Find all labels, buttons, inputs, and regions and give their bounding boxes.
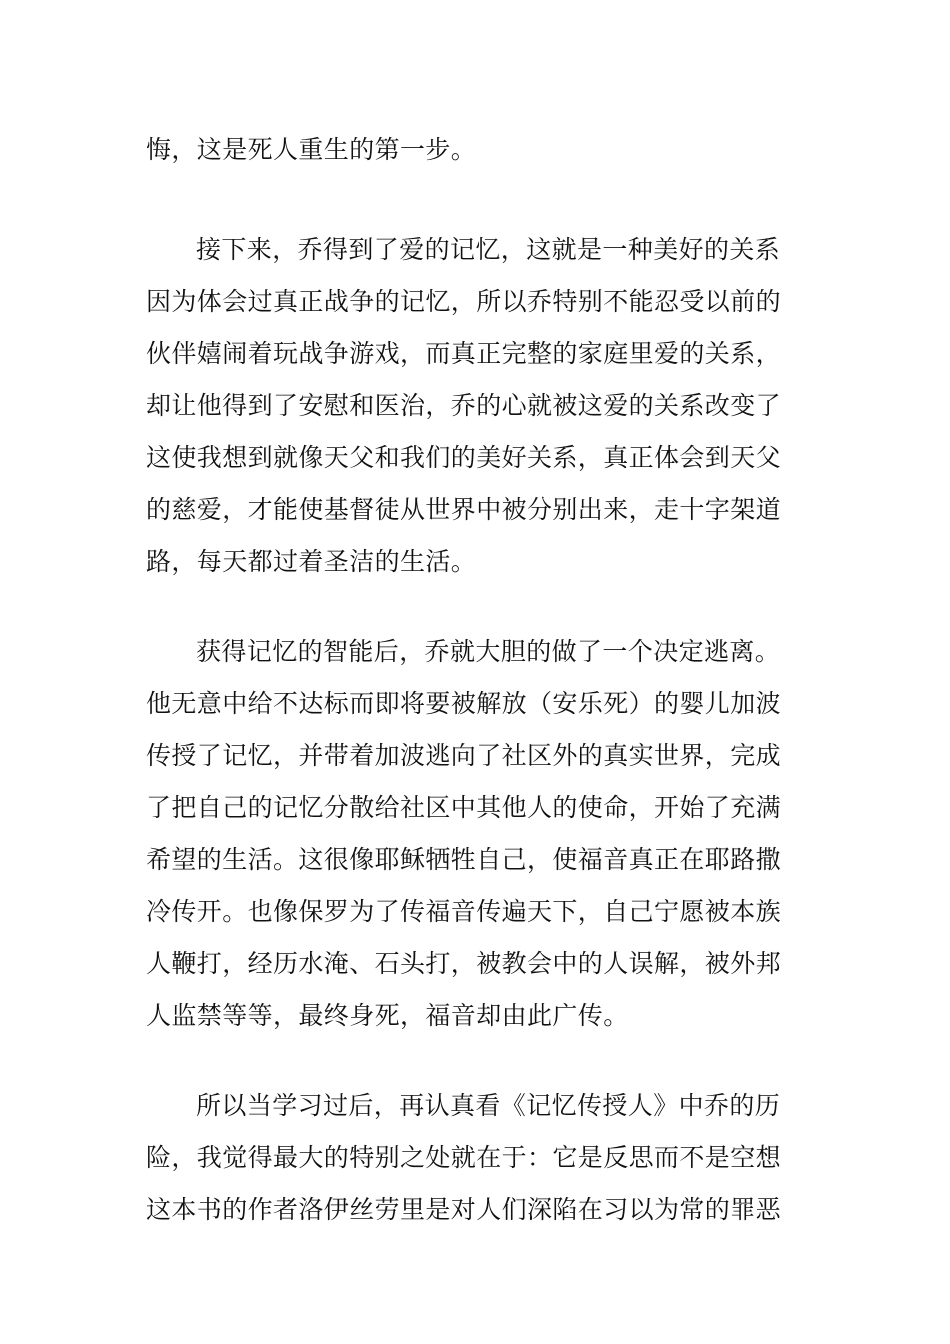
- text-line: 悔，这是死人重生的第一步。: [146, 135, 477, 164]
- text-line: 伙伴嬉闹着玩战争游戏，而真正完整的家庭里爱的关系，: [146, 339, 782, 368]
- text-line: 险，我觉得最大的特别之处就在于：它是反思而不是空想: [146, 1143, 782, 1172]
- text-line: 了把自己的记忆分散给社区中其他人的使命，开始了充满: [146, 793, 782, 822]
- text-line: 人监禁等等，最终身死，福音却由此广传。: [146, 1001, 629, 1030]
- text-line: 获得记忆的智能后，乔就大胆的做了一个决定逃离。: [196, 637, 781, 666]
- text-line: 这使我想到就像天父和我们的美好关系，真正体会到天父: [146, 443, 782, 472]
- text-line: 人鞭打，经历水淹、石头打，被教会中的人误解，被外邦: [146, 949, 782, 978]
- text-line: 因为体会过真正战争的记忆，所以乔特别不能忍受以前的: [146, 287, 782, 316]
- text-line: 接下来，乔得到了爱的记忆，这就是一种美好的关系: [196, 235, 781, 264]
- text-line: 却让他得到了安慰和医治，乔的心就被这爱的关系改变了: [146, 391, 782, 420]
- text-line: 的慈爱，才能使基督徒从世界中被分别出来，走十字架道: [146, 495, 782, 524]
- text-line: 路，每天都过着圣洁的生活。: [146, 547, 477, 576]
- text-line: 这本书的作者洛伊丝劳里是对人们深陷在习以为常的罪恶: [146, 1195, 782, 1224]
- text-line: 冷传开。也像保罗为了传福音传遍天下，自己宁愿被本族: [146, 897, 782, 926]
- text-line: 所以当学习过后，再认真看《记忆传授人》中乔的历: [196, 1091, 781, 1120]
- text-line: 他无意中给不达标而即将要被解放（安乐死）的婴儿加波: [146, 689, 782, 718]
- text-line: 希望的生活。这很像耶稣牺牲自己，使福音真正在耶路撒: [146, 845, 782, 874]
- text-line: 传授了记忆，并带着加波逃向了社区外的真实世界，完成: [146, 741, 782, 770]
